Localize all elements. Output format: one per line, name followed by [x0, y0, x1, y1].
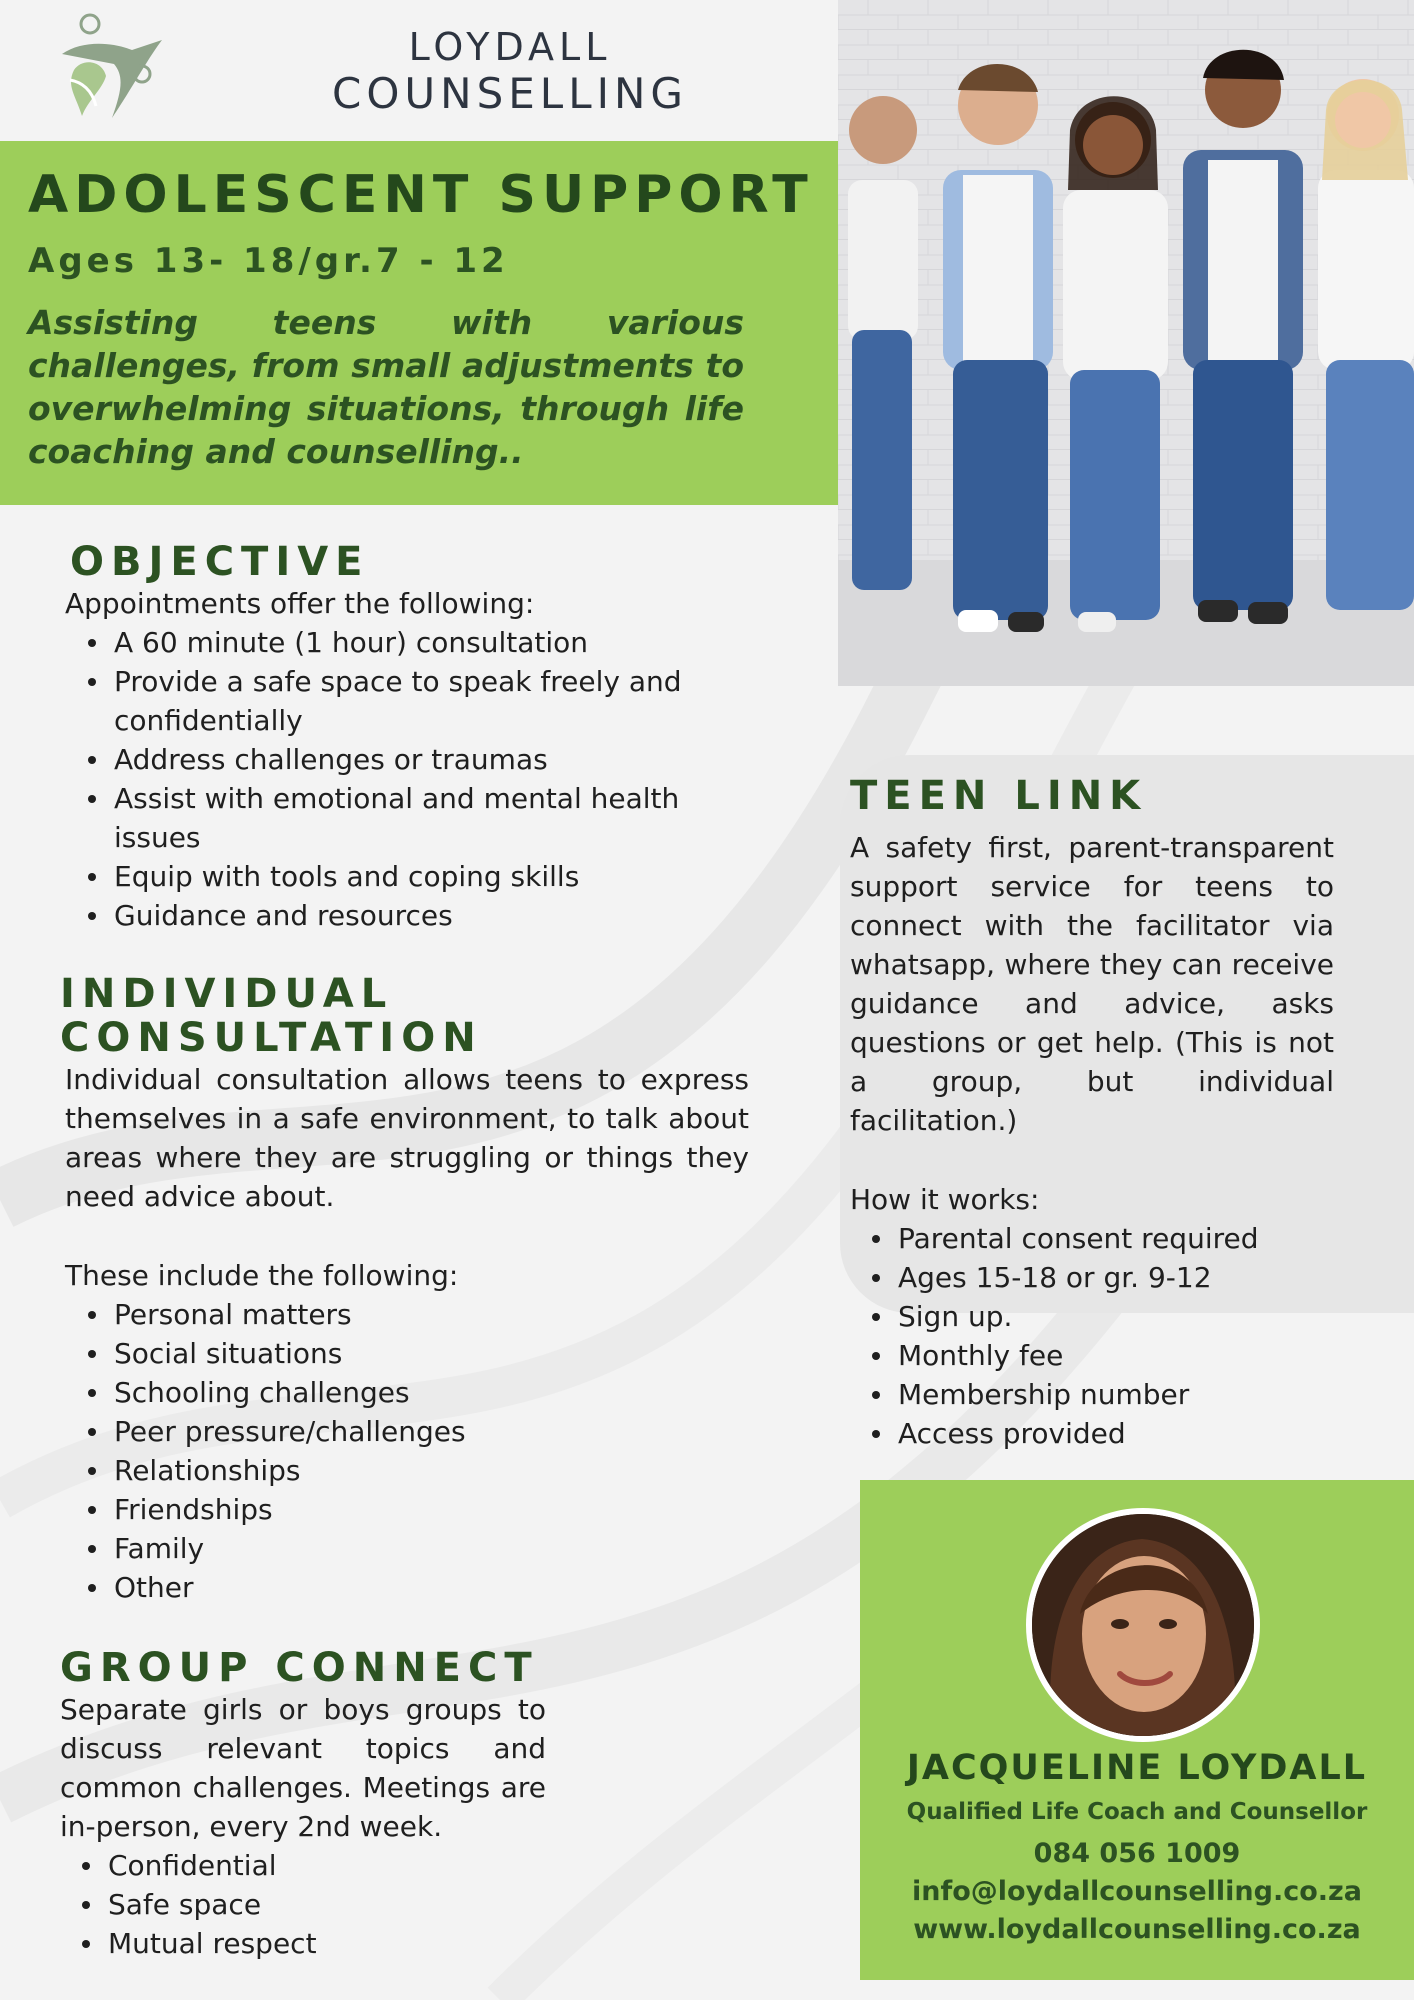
objective-list — [66, 623, 746, 935]
contact-card — [860, 1480, 1414, 1980]
list-item: Peer pressure/challenges — [66, 1412, 750, 1451]
list-item: A 60 minute (1 hour) consultation — [66, 623, 746, 662]
list-item: Monthly fee — [850, 1336, 1370, 1375]
individual-heading-line-2: CONSULTATION — [60, 1015, 483, 1061]
individual-intro: These include the following: — [65, 1259, 459, 1292]
objective-intro: Appointments offer the following: — [65, 587, 535, 620]
teen-link-heading: TEEN LINK — [850, 773, 1148, 819]
group-body: Separate girls or boys groups to discuss relevant topics and common challenges. Meetings are in-person, every 2nd week. — [60, 1693, 546, 1843]
list-item: Schooling challenges — [66, 1373, 750, 1412]
list-item: Relationships — [66, 1451, 750, 1490]
list-item: Equip with tools and coping skills — [66, 857, 746, 896]
list-item: Other — [66, 1568, 750, 1607]
list-item: Confidential — [60, 1846, 546, 1885]
list-item: Mutual respect — [60, 1924, 546, 1963]
list-item: Personal matters — [66, 1295, 750, 1334]
brand-name — [290, 24, 730, 118]
brand-logo-icon — [52, 10, 172, 130]
teens-photo-illustration — [838, 0, 1414, 686]
list-item: Membership number — [850, 1375, 1370, 1414]
list-item: Address challenges or traumas — [66, 740, 746, 779]
group-heading: GROUP CONNECT — [60, 1645, 539, 1691]
contact-email-link[interactable]: info@loydallcounselling.co.za — [912, 1876, 1362, 1907]
brand-line-2: COUNSELLING — [332, 69, 688, 118]
list-item: Provide a safe space to speak freely and confidentially — [66, 662, 746, 740]
individual-body: Individual consultation allows teens to express themselves in a safe environment, to talk about areas where they are struggling or things they need advice about. — [65, 1063, 749, 1213]
contact-website-link[interactable]: www.loydallcounselling.co.za — [913, 1914, 1361, 1945]
list-item: Guidance and resources — [66, 896, 746, 935]
list-item: Safe space — [60, 1885, 546, 1924]
objective-heading: OBJECTIVE — [70, 539, 370, 585]
contact-phone[interactable]: 084 056 1009 — [1033, 1838, 1241, 1869]
page-title: ADOLESCENT SUPPORT — [28, 165, 814, 225]
list-item: Sign up. — [850, 1297, 1370, 1336]
contact-title: Qualified Life Coach and Counsellor — [906, 1799, 1368, 1825]
individual-list — [66, 1295, 750, 1607]
tagline: Assisting teens with various challenges, from small adjustments to overwhelming situations, through life coaching and counselling.. — [28, 303, 744, 471]
title-banner — [0, 141, 838, 505]
list-item: Assist with emotional and mental health issues — [66, 779, 746, 857]
teen-link-body: A safety first, parent-transparent support service for teens to connect with the facilitator via whatsapp, where they can receive guidance and advice, asks questions or get help. (This is not a group, but individual facilitation.) — [850, 831, 1334, 1137]
list-item: Parental consent required — [850, 1219, 1370, 1258]
list-item: Family — [66, 1529, 750, 1568]
group-list — [60, 1846, 546, 1963]
brand-line-1: LOYDALL — [408, 25, 612, 69]
teen-link-list — [850, 1219, 1370, 1453]
age-range: Ages 13- 18/gr.7 - 12 — [28, 241, 509, 281]
list-item: Friendships — [66, 1490, 750, 1529]
teen-link-how: How it works: — [850, 1183, 1040, 1216]
list-item: Social situations — [66, 1334, 750, 1373]
avatar — [1026, 1508, 1260, 1742]
contact-name: JACQUELINE LOYDALL — [906, 1748, 1368, 1788]
list-item: Ages 15-18 or gr. 9-12 — [850, 1258, 1370, 1297]
teens-group-photo — [838, 0, 1414, 686]
individual-heading-line-1: INDIVIDUAL — [60, 971, 394, 1017]
counsellor-portrait-icon — [1032, 1514, 1254, 1736]
list-item: Access provided — [850, 1414, 1370, 1453]
